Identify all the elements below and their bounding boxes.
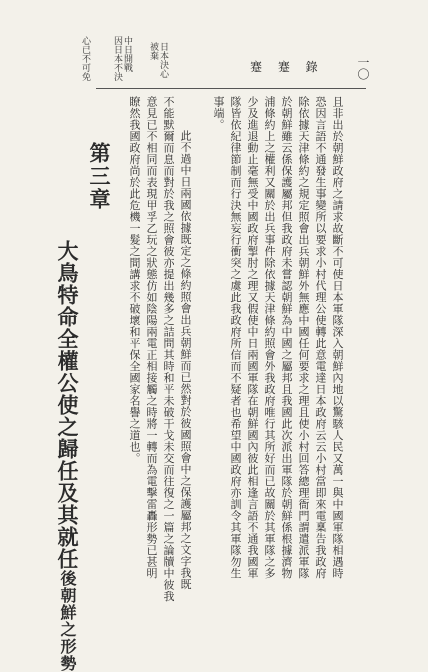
chapter-title-small: 後朝鮮之形勢 [58,570,77,672]
side-note [148,42,168,78]
text-column: 於朝鮮雖云係保護屬邦但我政府未嘗認朝鮮為中國之屬邦且我國此次派出軍隊於朝鮮係根據濟物 [280,96,293,579]
text-column: 瞭然我國政府尚於此危機一髮之間講求不破壞和平保全國家名譽之道也。 [128,96,141,464]
text-column: 事端。 [212,96,225,131]
text-column: 少及進退動止毫無受中國政府掣肘之理又假使中日兩國軍隊在朝鮮國內彼此相逢言語不通我國軍 [246,96,259,579]
chapter-title [52,240,82,672]
text-column: 隊皆依紀律節制而行決無妄行衝突之虞此我政府所信而不疑者也希望中國政府亦訓令其軍隊勿生 [229,96,242,579]
running-title: 蹇 蹇 錄 [250,60,324,74]
text-column: 浦條約上之權利又關於出兵事件除依據天津條約照會外我政府唯行其所好而已故關於其軍隊之多 [263,96,276,579]
text-column: 此不過中日兩國依據既定之條約照會出兵朝鮮而已然對於彼國照會中之保護屬邦之文字我既 [179,130,192,590]
header-rule [96,88,366,89]
side-note-line: 被棄 [148,42,158,60]
text-column: 不能默爾而息而對於我之照會彼亦提出幾多之詰問其時和平未破干戈未交而往復之一篇之論牘中彼我 [162,96,175,602]
side-note [112,36,132,81]
chapter-number: 第三章 [87,142,112,211]
side-note-line: 日本決心 [158,42,168,78]
side-note-line: 心已不可免 [80,36,90,81]
side-note-line: 因日本不決 [112,36,122,81]
side-note [80,36,90,81]
text-column: 意見已不相同而表現甲孚乙玩之狀態仿如陰陽兩電正相接觸之時將一轉而為電擊雷轟形勢已甚明 [145,96,158,579]
text-column: 且非出於朝鮮政府之請求故斷不可使日本軍隊深入朝鮮內地以驚駭人民又萬一與中國軍隊相遇時 [331,96,344,579]
text-column: 恐因言語不通發生事變所以要求小村代理公使轉此意電達日本政府云云小村當即來電稟告我政府 [314,96,327,579]
page-number: 一〇 [356,56,370,80]
side-note-line: 中日開戰 [122,36,132,72]
chapter-title-main: 大鳥特命全權公使之歸任及其就任 [55,240,80,570]
text-column: 除依據天津條約之規定照會出兵朝鮮外無應中國任何要求之理且使小村回答總理衙門謂遣派軍隊 [297,96,310,579]
